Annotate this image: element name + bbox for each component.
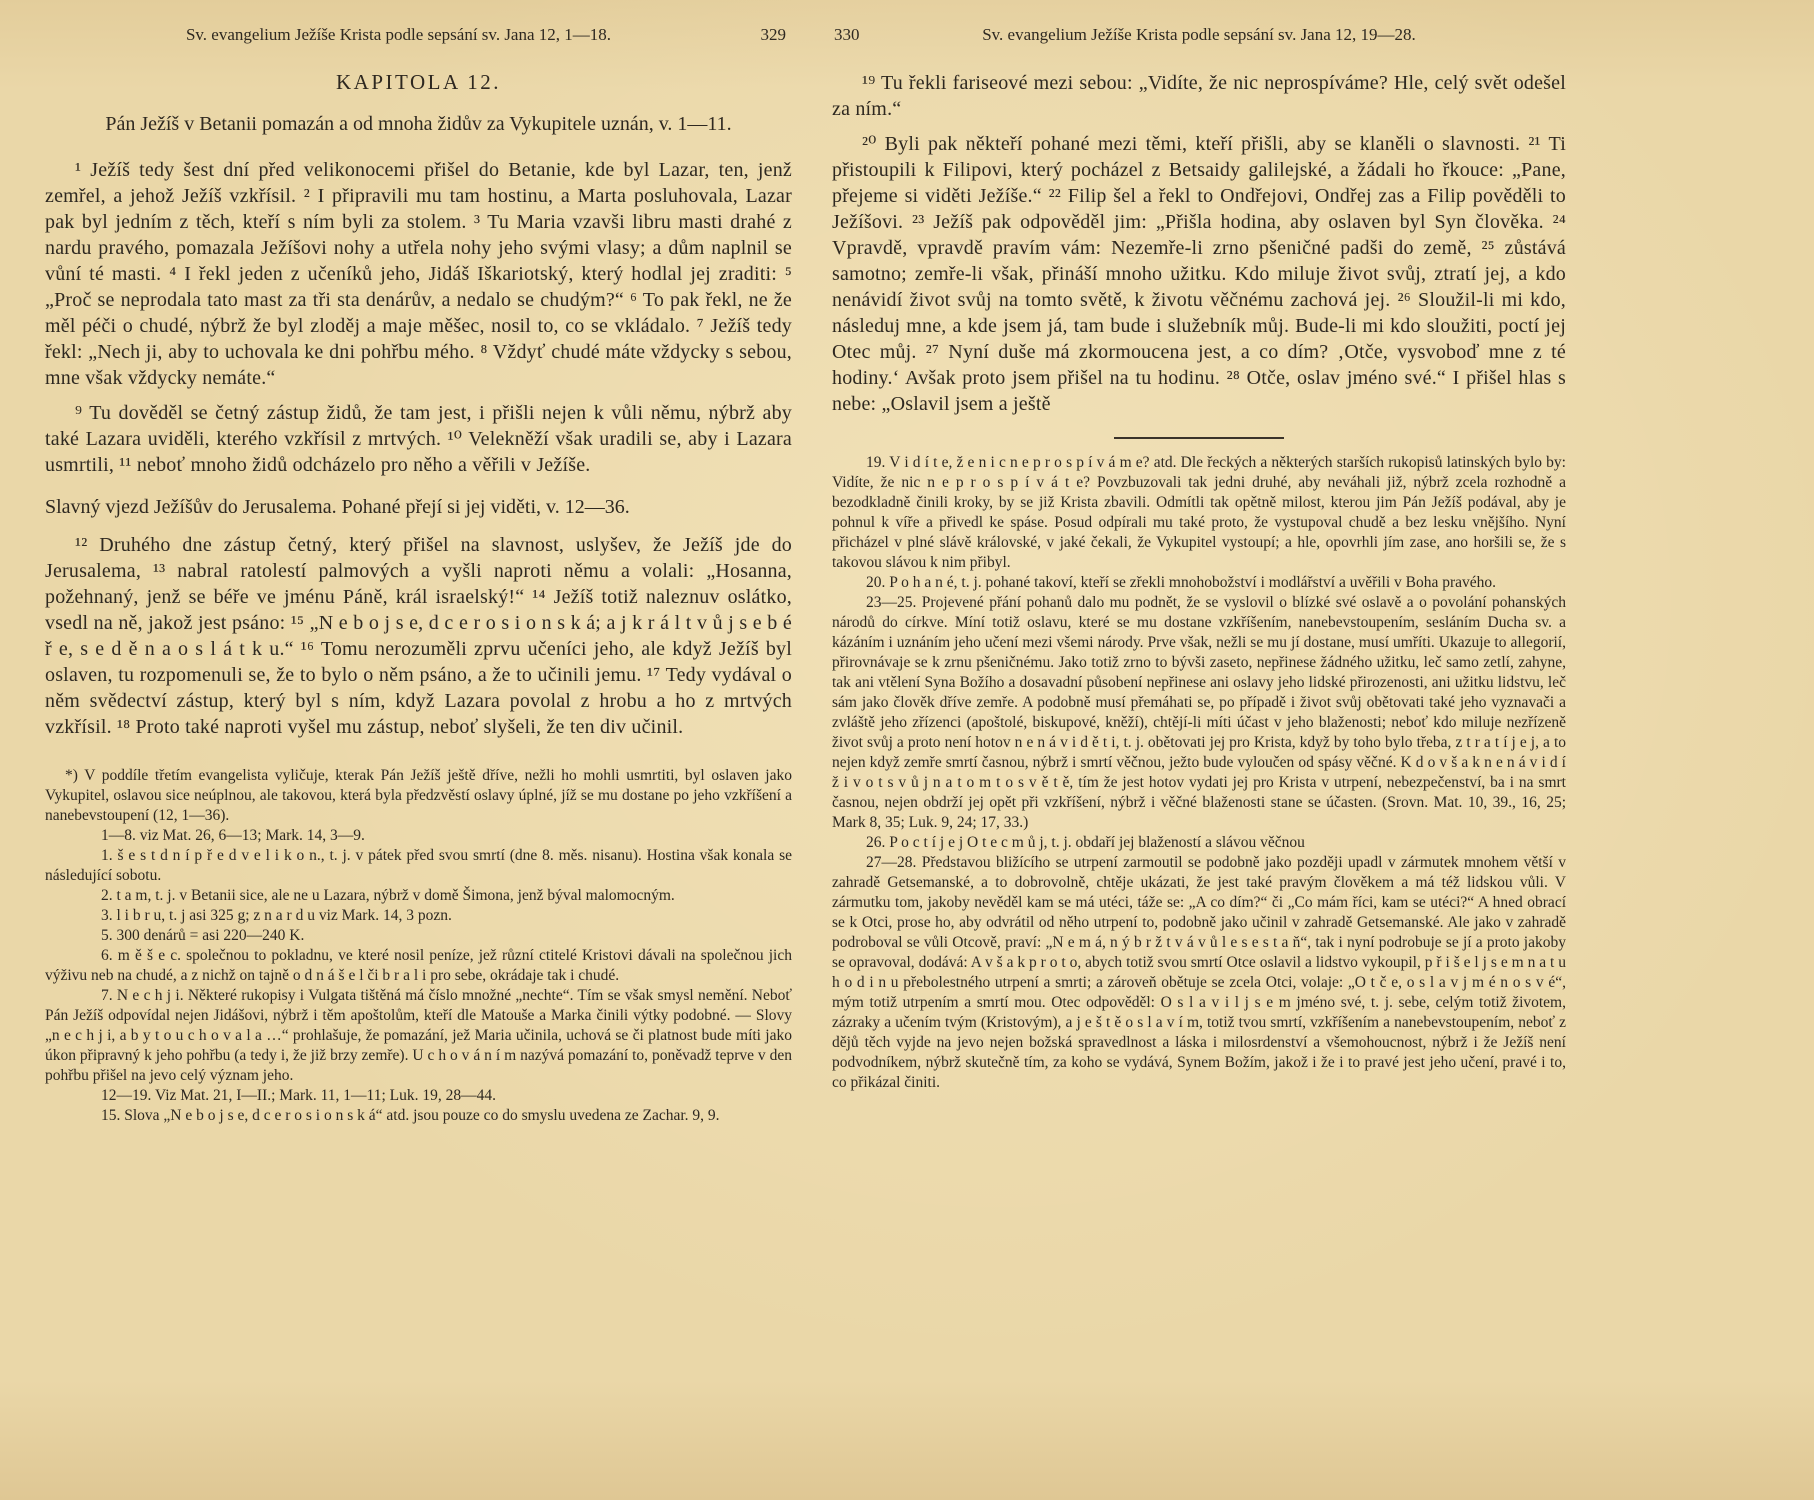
chapter-heading: KAPITOLA 12.	[336, 70, 501, 94]
footnote: 2. t a m, t. j. v Betanii sice, ale ne u Lazara, nýbrž v domě Šimona, jenž býval malomocným.	[101, 887, 675, 904]
footnote: 1—8. viz Mat. 26, 6—13; Mark. 14, 3—9.	[101, 827, 365, 844]
footnote: 5. 300 denárů = asi 220—240 K.	[101, 927, 305, 944]
footnote: 20. P o h a n é, t. j. pohané takoví, kteří se zřekli mnohobožství i modlářství a uvěřili v Boha pravého.	[866, 574, 1497, 591]
footnote: 3. l i b r u, t. j asi 325 g; z n a r d u viz Mark. 14, 3 pozn.	[101, 907, 452, 924]
footnote: 7. N e c h j i. Některé rukopisy i Vulgata tištěná má číslo množné „nechte“. Tím se však smysl nemění. Neboť Pán Ježíš odpovídal nejen Jidášovi, nýbrž i těm apoštolům, kteří dle Matouše a Marka činili výtky podobné. — Slovy „n e c h j i, a b y t o u c h o v a l a …“ prohlašuje, že pomazání, jež Maria učinila, uchová se či platnost bude míti jako úkon připravný k jeho pohřbu (a tedy i, že již brzy zemře). U c h o v á n í m nazývá pomazání to, poněvadž teprve v den pohřbu přišel na jevo celý význam jeho.	[45, 987, 792, 1084]
footnote: 19. V i d í t e, ž e n i c n e p r o s p í v á m e? atd. Dle řeckých a některých starších rukopisů latinských bylo by: Vidíte, že nic n e p r o s p í v á t e? Povzbuzovali tak jedni druhé, aby neváhali již, nýbrž zcela rozhodně a bezodkladně činili kroky, by se již Krista zbavili. Odmítli tak opětně milost, kterou jim Pán Ježíš podával, aby je pohnul k víře a přivedl ke spáse. Posud odpírali mu také proto, že vystupoval chudě a bez lesku vnějšího. Nyní přicházel v plné slávě královské, v jaké čekali, že Vykupitel vystoupí; a hle, opovrhli jím zase, ano horšili se, že s takovou slávou k nim přibyl.	[832, 454, 1566, 571]
footnote-separator	[1114, 437, 1284, 439]
page-330	[832, 24, 1566, 1500]
footnote: 1. š e s t d n í p ř e d v e l i k o n., t. j. v pátek před svou smrtí (dne 8. měs. nisanu). Hostina však konala se následující sobotu.	[45, 847, 792, 884]
footnote: *) V poddíle třetím evangelista vyličuje, kterak Pán Ježíš ještě dříve, nežli ho mohli usmrtiti, byl oslaven jako Vykupitel, oslavou sice neúplnou, ale takovou, která byla předzvěstí oslavy úplné, jíž se mu dostane po jeho vzkříšení a nanebevstoupení (12, 1—36).	[45, 767, 792, 824]
running-header-right	[832, 24, 1566, 46]
footnotes-right	[832, 453, 1566, 1093]
page-number-left: 329	[760, 25, 786, 44]
footnotes-left	[45, 766, 792, 1126]
verse-paragraph: ⁹ Tu dověděl se četný zástup židů, že tam jest, i přišli nejen k vůli němu, nýbrž aby také Lazara uviděli, kterého vzkřísil z mrtvých. ¹⁰ Velekněží však uradili se, aby i Lazara usmrtili, ¹¹ neboť mnoho židů odcházelo pro něho a věřili v Ježíše.	[45, 402, 792, 476]
footnote: 15. Slova „N e b o j s e, d c e r o s i o n s k á“ atd. jsou pouze co do smyslu uvedena ze Zachar. 9, 9.	[101, 1107, 720, 1124]
footnote: 12—19. Viz Mat. 21, I—II.; Mark. 11, 1—11; Luk. 19, 28—44.	[101, 1087, 497, 1104]
verse-paragraph: ¹ Ježíš tedy šest dní před velikonocemi přišel do Betanie, kde byl Lazar, ten, jenž zemřel, a jehož Ježíš vzkřísil. ² I připravili mu tam hostinu, a Marta posluhovala, Lazar pak byl jedním z těch, kteří s ním byli za stolem. ³ Tu Maria vzavši libru masti drahé z nardu pravého, pomazala Ježíšovi nohy a utřela nohy jeho svými vlasy; a dům naplnil se vůní té masti. ⁴ I řekl jeden z učeníků jeho, Jidáš Iškariotský, který hodlal jej zraditi: ⁵ „Proč se neprodala tato mast za tři sta denárův, a nedalo se chudým?“ ⁶ To pak řekl, ne že měl péči o chudé, nýbrž že byl zloděj a maje měšec, nosil to, co se vkládalo. ⁷ Ježíš tedy řekl: „Nech ji, aby to uchovala ke dni pohřbu mého. ⁸ Vždyť chudé máte vždycky s sebou, mne však vždycky nemáte.“	[45, 159, 792, 389]
verse-paragraph: ¹² Druhého dne zástup četný, který přišel na slavnost, uslyšev, že Ježíš jde do Jerusalema, ¹³ nabral ratolestí palmových a vyšli naproti němu a volali: „Hosanna, požehnaný, jenž se béře ve jménu Páně, král israelský!“ ¹⁴ Ježíš totiž naleznuv oslátko, vsedl na ně, jakož jest psáno: ¹⁵ „N e b o j s e, d c e r o s i o n s k á; a j k r á l t v ů j s e b é ř e, s e d ě n a o s l á t k u.“ ¹⁶ Tomu nerozuměli zprvu učeníci jeho, ale když Ježíš byl oslaven, tu rozpomenuli se, že to bylo o něm psáno, a že to učinili jemu. ¹⁷ Tedy vydával o něm svědectví zástup, který byl s ním, když Lazara povolal z hrobu a ho z mrtvých vzkřísil. ¹⁸ Proto také naproti vyšel mu zástup, neboť slyšeli, že ten div učinil.	[45, 534, 792, 738]
footnote: 6. m ě š e c. společnou to pokladnu, ve které nosil peníze, jež různí ctitelé Kristovi dávali na společnou jich výživu neb na chudé, a z nichž on tajně o d n á š e l či b r a l i pro sebe, okrádaje tak i chudé.	[45, 947, 792, 984]
footnote: 23—25. Projevené přání pohanů dalo mu podnět, že se vyslovil o blízké své oslavě a o povolání pohanských národů do církve. Míní totiž oslavu, které se mu dostane vzkříšením, nanebevstoupením, sesláním Ducha sv. a kázáním i uznáním jeho učení mezi všemi národy. Prve však, nežli se mu jí dostane, musí umříti. Ukazuje to allegorií, přirovnávaje se k zrnu pšeničnému. Jako totiž zrno to bývši zaseto, nepřinese žádného užitku, leč samo zetlí, zahyne, tak ani vtělení Syna Božího a dosavadní působení nepřinese ani oslavy jeho lidské přirozenosti, ani užitku lidstvu, leč sám jako člověk dříve zemře. A podobně musí přemáhati se, po případě i život svůj obětovati také jeho vyznavači a zvláště jeho zřízenci (apoštolé, biskupové, kněží), chtějí-li míti účast v jeho blaženosti; neboť kdo miluje nezřízeně život svůj a proto není hotov n e n á v i d ě t i, t. j. obětovati jej pro Krista, když by toho bylo třeba, z t r a t í j e j, a to nejen když zemře smrtí časnou, nýbrž i smrtí věčnou, ježto bude vyloučen od spásy věčné. K d o v š a k n e n á v i d í ž i v o t s v ů j n a t o m t o s v ě t ě, tím že jest hotov vydati jej pro Krista v utrpení, nebezpečenství, ba i na smrt časnou, nejen obdrží jej opět při vzkříšení, nýbrž i věčné blaženosti stane se účasten. (Srovn. Mat. 10, 39., 16, 25; Mark 8, 35; Luk. 9, 24; 17, 33.)	[832, 594, 1566, 831]
verse-paragraph: ²⁰ Byli pak někteří pohané mezi těmi, kteří přišli, aby se klaněli o slavnosti. ²¹ Ti přistoupili k Filipovi, který pocházel z Betsaidy galilejské, a žádali ho řkouce: „Pane, přejeme si viděti Ježíše.“ ²² Filip šel a řekl to Ondřejovi, Ondřej zas a Filip pověděli to Ježíšovi. ²³ Ježíš pak odpověděl jim: „Přišla hodina, aby oslaven byl Syn člověka. ²⁴ Vpravdě, vpravdě pravím vám: Nezemře-li zrno pšeničné padši do země, ²⁵ zůstává samotno; zemře-li však, přináší mnoho užitku. Kdo miluje život svůj, ztratí jej, a kdo nenávidí život svůj na tomto světě, k životu věčnému zachová jej. ²⁶ Sloužil-li mi kdo, následuj mne, a kde jsem já, tam bude i služebník můj. Bude-li mi kdo sloužiti, poctí jej Otec můj. ²⁷ Nyní duše má zkormoucena jest, a co dím? ‚Otče, vysvoboď mne z té hodiny.‘ Avšak proto jsem přišel na tu hodinu. ²⁸ Otče, oslav jméno své.“ I přišel hlas s nebe: „Oslavil jsem a ještě	[832, 133, 1566, 415]
pericope-title-vjezd: Slavný vjezd Ježíšův do Jerusalema. Pohané přejí si jej viděti, v. 12—36.	[45, 496, 630, 518]
running-title-left: Sv. evangelium Ježíše Krista podle sepsání sv. Jana 12, 1—18.	[185, 25, 612, 44]
page-329	[45, 24, 792, 1500]
page-number-right: 330	[834, 25, 860, 44]
pericope-title-betanie: Pán Ježíš v Betanii pomazán a od mnoha židův za Vykupitele uznán, v. 1—11.	[105, 113, 732, 135]
running-header-left	[45, 24, 792, 46]
running-title-right: Sv. evangelium Ježíše Krista podle sepsání sv. Jana 12, 19—28.	[982, 25, 1416, 44]
footnote: 27—28. Představou bližícího se utrpení zarmoutil se podobně jako později upadl v zármutek mnohem větší v zahradě Getsemanské, a to dobrovolně, chtěje ukázati, že jest také pravým člověkem a má též lidskou vůli. V zármutku tom, jakoby nevěděl kam se má utéci, táže se: „A co dím?“ či „Co mám říci, kam se utéci?“ A hned obrací se k Otci, prose ho, aby odvrátil od něho utrpení to, podobně jako učinil v zahradě Getsemanské. Ale jako v zahradě podroboval se vůli Otcově, praví: „N e m á, n ý b r ž t v á v ů l e s e s t a ň“, tak i nyní podrobuje se jí a proto jakoby se opravoval, dodává: A v š a k p r o t o, abych totiž svou smrtí Otce oslavil a lidstvo vykoupil, p ř i š e l j s e m n a t u h o d i n u přebolestného utrpení a smrti; a zároveň obětuje se zcela Otci, volaje: „O t č e, o s l a v j m é n o s v é“, mým totiž utrpením a smrtí mou. Otec odpověděl: O s l a v i l j s e m jméno své, t. j. sebe, celým totiž životem, zázraky a učením tvým (Kristovým), a j e š t ě o s l a v í m, totiž tvou smrtí, vzkříšením a nanebevstoupením, neboť z dějů těch vyjde na jevo nejen božská spravedlnost a láska i milosrdenství a všemohoucnost, nýbrž i že Ježíš není podvodníkem, nýbrž skutečně tím, za koho se vydává, Synem Božím, jakož i že i to pravé jest jeho učení, pravé i to, co přikázal činiti.	[832, 854, 1566, 1091]
verse-paragraph: ¹⁹ Tu řekli fariseové mezi sebou: „Vidíte, že nic neprospíváme? Hle, celý svět odešel za ním.“	[832, 72, 1566, 120]
footnote: 26. P o c t í j e j O t e c m ů j, t. j. obdaří jej blažeností a slávou věčnou	[866, 834, 1305, 851]
